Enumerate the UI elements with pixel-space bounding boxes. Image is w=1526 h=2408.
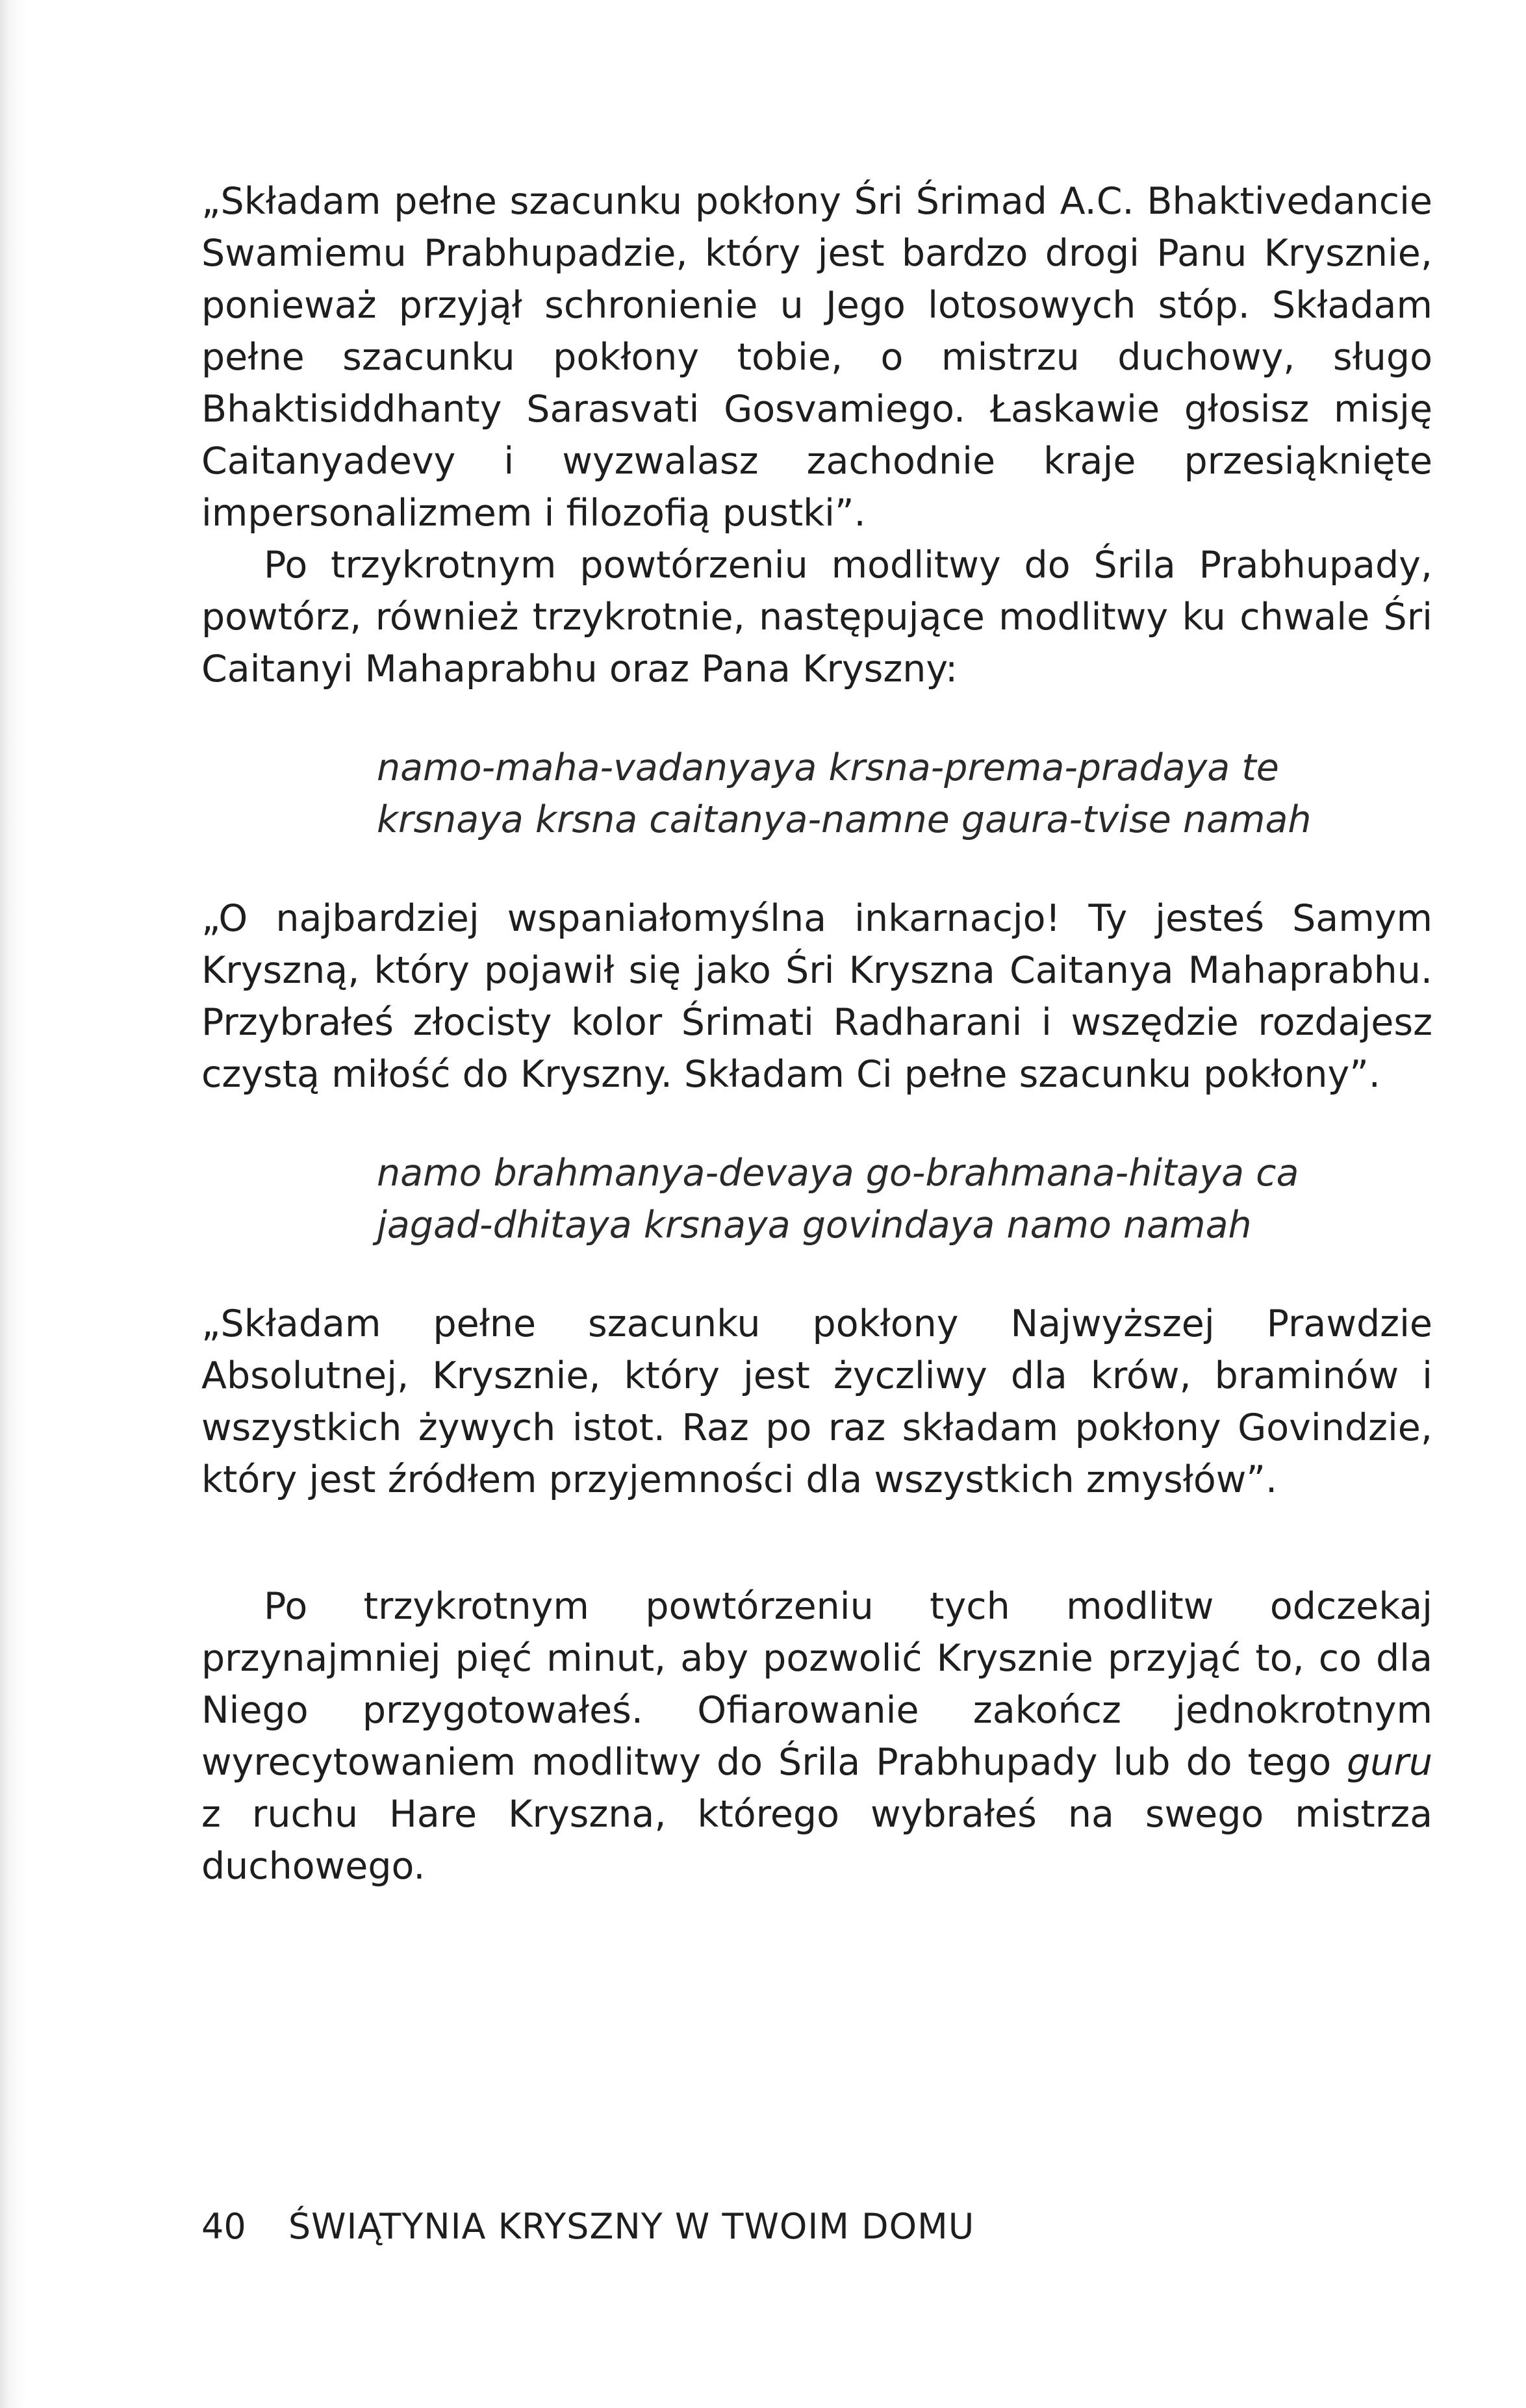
closing-instruction-paragraph [201,1580,1432,1892]
verse-line: namo-maha-vadanyaya krsna-prema-pradaya te [377,746,1279,789]
closing-text-end: z ruchu Hare Kryszna, którego wybrałeś na swego mistrza duchowego. [201,1793,1432,1888]
page-gutter-shadow [0,0,26,2408]
verse-line: jagad-dhitaya krsnaya govindaya namo namah [377,1204,1252,1247]
verse-caitanya [201,742,1432,846]
closing-text-start: Po trzykrotnym powtórzeniu tych modlitw odczekaj przynajmniej pięć minut, aby pozwolić Krysznie przyjąć to, co dla Niego przygotowałeś. Ofiarowanie zakończ jednokrotnym wyrecytowaniem modlitwy do Śrila Prabhupady lub do tego [201,1585,1432,1784]
prayer-translation-prabhupada: „Składam pełne szacunku pokłony Śri Śrimad A.C. Bhaktivedancie Swamiemu Prabhupadzie, który jest bardzo drogi Panu Krysznie, ponieważ przyjął schronienie u Jego lotosowych stóp. Składam pełne szacunku pokłony tobie, o mistrzu duchowy, sługo Bhaktisiddhanty Sarasvati Gosvamiego. Łaskawie głosisz misję Caitanyadevy i wyzwalasz zachodnie kraje przesiąknięte impersonalizmem i filozofią pustki”. [201,180,1432,535]
instruction-paragraph: Po trzykrotnym powtórzeniu modlitwy do Śrila Prabhupady, powtórz, również trzykrotnie, następujące modlitwy ku chwale Śri Caitanyi Mahaprabhu oraz Pana Kryszny: [201,544,1432,691]
guru-term: guru [1347,1741,1432,1784]
verse-line: namo brahmanya-devaya go-brahmana-hitaya ca [377,1152,1299,1195]
page-body [201,175,1432,1892]
prayer-translation-caitanya: „O najbardziej wspaniałomyślna inkarnacjo! Ty jesteś Samym Kryszną, który pojawił się jako Śri Kryszna Caitanya Mahaprabhu. Przybrałeś złocisty kolor Śrimati Radharani i wszędzie rozdajesz czystą miłość do Kryszny. Składam Ci pełne szacunku pokłony”. [201,897,1432,1096]
page-number: 40 [201,2206,246,2247]
prayer-translation-krishna: „Składam pełne szacunku pokłony Najwyższej Prawdzie Absolutnej, Krysznie, który jest życzliwy dla krów, braminów i wszystkich żywych istot. Raz po raz składam pokłony Govindzie, który jest źródłem przyjemności dla wszystkich zmysłów”. [201,1302,1432,1501]
verse-line: krsnaya krsna caitanya-namne gaura-tvise namah [377,798,1312,841]
running-title: ŚWIĄTYNIA KRYSZNY W TWOIM DOMU [288,2206,975,2247]
page-footer [201,2201,974,2253]
verse-krishna [201,1147,1432,1251]
